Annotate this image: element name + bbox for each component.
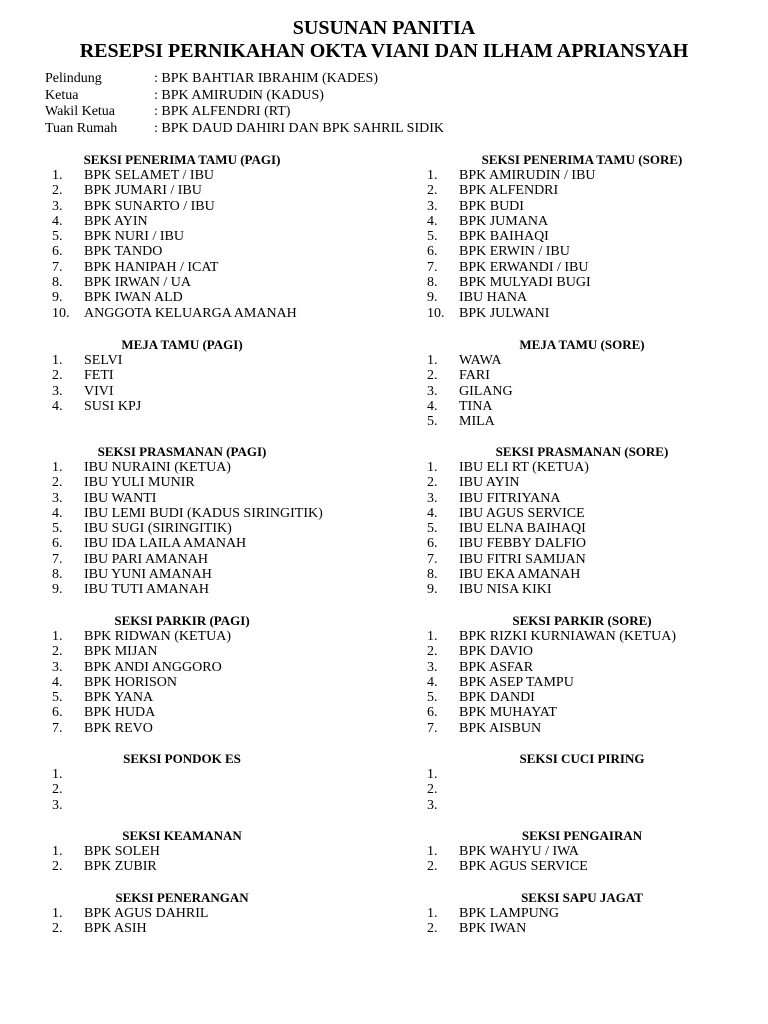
item-name: BPK AGUS SERVICE — [459, 859, 588, 875]
info-row-wakil-ketua — [45, 104, 444, 121]
list-item — [52, 506, 392, 521]
list-item — [52, 859, 392, 874]
list-item — [427, 921, 735, 936]
item-name: BPK ERWIN / IBU — [459, 244, 570, 260]
list-item — [52, 306, 392, 321]
item-number: 1. — [427, 767, 438, 782]
item-name: IBU HANA — [459, 290, 528, 306]
item-number: 3. — [427, 490, 438, 506]
list-item — [427, 260, 735, 275]
item-name: BPK BAIHAQI — [459, 229, 549, 245]
item-name: IBU WANTI — [84, 490, 157, 506]
item-name: BPK SUNARTO / IBU — [84, 198, 215, 214]
item-number: 4. — [427, 213, 438, 229]
item-name: BPK MUHAYAT — [459, 705, 557, 721]
item-name: IBU AYIN — [459, 475, 520, 491]
list-item — [52, 214, 392, 229]
item-number: 7. — [427, 720, 438, 736]
list-item — [427, 414, 735, 429]
item-number: 3. — [52, 383, 63, 399]
list-item — [52, 690, 392, 705]
list-item — [52, 782, 392, 797]
section-title: SEKSI PRASMANAN (SORE) — [495, 444, 669, 459]
item-name: BPK IRWAN / UA — [84, 275, 191, 291]
item-name: IBU NISA KIKI — [459, 582, 552, 598]
item-name: TINA — [459, 398, 493, 414]
item-name: IBU TUTI AMANAH — [84, 582, 209, 598]
item-name: BPK AYIN — [84, 213, 148, 229]
item-number: 1. — [52, 767, 63, 782]
list-item — [52, 675, 392, 690]
item-number: 2. — [427, 859, 438, 875]
item-name: MILA — [459, 414, 495, 430]
item-number: 3. — [427, 797, 438, 813]
item-number: 7. — [52, 259, 63, 275]
list-item — [427, 384, 735, 399]
section-title: SEKSI PARKIR (PAGI) — [114, 613, 250, 628]
item-name: VIVI — [84, 383, 114, 399]
list-item — [52, 475, 392, 490]
list-item — [427, 536, 735, 551]
section-prasmanan-pagi — [52, 444, 392, 598]
list-item — [52, 353, 392, 368]
section-cuci-piring — [427, 751, 735, 813]
section-parkir-sore — [427, 613, 735, 736]
item-name: BPK BUDI — [459, 198, 524, 214]
info-value: : BPK ALFENDRI (RT) — [154, 104, 291, 119]
item-number: 9. — [427, 290, 438, 306]
list-item — [427, 183, 735, 198]
section-prasmanan-sore — [427, 444, 735, 598]
item-number: 5. — [52, 229, 63, 245]
list-item — [427, 399, 735, 414]
item-name: BPK IWAN — [459, 921, 527, 937]
item-number: 3. — [427, 198, 438, 214]
list-item — [427, 644, 735, 659]
section-penerangan — [52, 890, 392, 937]
item-name: BPK DAVIO — [459, 644, 534, 660]
item-name: FARI — [459, 368, 490, 384]
section-title: SEKSI PENERIMA TAMU (SORE) — [481, 152, 683, 167]
section-title: SEKSI SAPU JAGAT — [521, 890, 643, 905]
item-number: 5. — [427, 229, 438, 245]
item-number: 3. — [52, 659, 63, 675]
item-name: BPK TANDO — [84, 244, 163, 260]
item-name: IBU PARI AMANAH — [84, 551, 208, 567]
item-name: BPK HORISON — [84, 674, 177, 690]
item-name: IBU IDA LAILA AMANAH — [84, 536, 247, 552]
item-number: 10. — [52, 305, 70, 321]
item-name: BPK ALFENDRI — [459, 183, 559, 199]
list-item — [427, 506, 735, 521]
section-keamanan — [52, 828, 392, 875]
document-subtitle: RESEPSI PERNIKAHAN OKTA VIANI DAN ILHAM APRIANSYAH — [79, 40, 689, 62]
list-item — [52, 399, 392, 414]
item-number: 8. — [52, 275, 63, 291]
item-name: BPK YANA — [84, 690, 154, 706]
item-number: 2. — [427, 368, 438, 384]
item-name: BPK JULWANI — [459, 305, 550, 321]
info-value: : BPK BAHTIAR IBRAHIM (KADES) — [154, 71, 379, 86]
item-name: IBU AGUS SERVICE — [459, 505, 585, 521]
item-number: 2. — [52, 368, 63, 384]
item-number: 6. — [427, 536, 438, 552]
list-item — [427, 844, 735, 859]
list-item — [52, 275, 392, 290]
item-name: SUSI KPJ — [84, 398, 142, 414]
list-item — [52, 244, 392, 259]
list-item — [427, 290, 735, 305]
officials-info — [45, 71, 444, 137]
item-name: BPK JUMANA — [459, 213, 549, 229]
item-number: 2. — [52, 921, 63, 937]
item-number: 2. — [52, 644, 63, 660]
list-item — [427, 567, 735, 582]
item-name: IBU SUGI (SIRINGITIK) — [84, 521, 232, 537]
item-number: 3. — [52, 797, 63, 813]
info-label: Wakil Ketua — [45, 104, 116, 119]
list-item — [427, 491, 735, 506]
item-name: BPK AGUS DAHRIL — [84, 906, 209, 921]
list-item — [52, 460, 392, 475]
item-name: IBU FITRI SAMIJAN — [459, 551, 586, 567]
list-item — [427, 767, 735, 782]
item-name: BPK SELAMET / IBU — [84, 168, 215, 183]
item-number: 10. — [427, 305, 445, 321]
info-label: Tuan Rumah — [45, 120, 118, 136]
list-item — [52, 767, 392, 782]
list-item — [52, 844, 392, 859]
item-name: IBU FITRIYANA — [459, 490, 561, 506]
list-item — [427, 306, 735, 321]
item-number: 1. — [427, 629, 438, 644]
section-title: MEJA TAMU (SORE) — [519, 337, 645, 352]
item-name: BPK ASEP TAMPU — [459, 674, 574, 690]
item-name: BPK ZUBIR — [84, 859, 157, 875]
list-item — [52, 536, 392, 551]
item-number: 6. — [52, 244, 63, 260]
list-item — [52, 705, 392, 720]
item-name: BPK HANIPAH / ICAT — [84, 259, 219, 275]
item-name: BPK AISBUN — [459, 720, 542, 736]
list-item — [427, 629, 735, 644]
item-name: IBU ELI RT (KETUA) — [459, 460, 589, 475]
item-name: IBU ELNA BAIHAQI — [459, 521, 586, 537]
item-name: BPK MIJAN — [84, 644, 158, 660]
item-name: WAWA — [459, 353, 502, 368]
list-item — [427, 690, 735, 705]
item-number: 2. — [52, 782, 63, 798]
section-pengairan — [427, 828, 735, 875]
item-number: 2. — [427, 475, 438, 491]
item-number: 7. — [52, 551, 63, 567]
list-item — [427, 353, 735, 368]
document-title: SUSUNAN PANITIA — [292, 17, 476, 39]
section-penerima-tamu-pagi — [52, 152, 392, 321]
list-item — [52, 567, 392, 582]
item-number: 1. — [52, 844, 63, 859]
list-item — [427, 475, 735, 490]
list-item — [427, 275, 735, 290]
item-name: BPK RIDWAN (KETUA) — [84, 629, 231, 644]
item-number: 6. — [427, 244, 438, 260]
item-name: IBU NURAINI (KETUA) — [84, 460, 231, 475]
info-row-tuan-rumah — [45, 121, 444, 138]
item-number: 4. — [52, 213, 63, 229]
list-item — [427, 705, 735, 720]
item-number: 9. — [52, 290, 63, 306]
list-item — [427, 244, 735, 259]
item-number: 5. — [427, 414, 438, 430]
list-item — [52, 921, 392, 936]
section-title: MEJA TAMU (PAGI) — [121, 337, 243, 352]
item-number: 2. — [427, 782, 438, 798]
item-number: 4. — [52, 398, 63, 414]
list-item — [52, 798, 392, 813]
section-title: SEKSI PRASMANAN (PAGI) — [97, 444, 267, 459]
item-number: 1. — [427, 168, 438, 183]
item-number: 4. — [52, 674, 63, 690]
item-name: BPK MULYADI BUGI — [459, 275, 591, 291]
section-title: SEKSI PONDOK ES — [123, 751, 241, 766]
list-item — [427, 168, 735, 183]
info-row-pelindung — [45, 71, 444, 88]
item-name: BPK ANDI ANGGORO — [84, 659, 222, 675]
item-number: 1. — [427, 460, 438, 475]
item-name: BPK ASIH — [84, 921, 147, 937]
list-item — [52, 721, 392, 736]
list-item — [427, 660, 735, 675]
info-value: : BPK AMIRUDIN (KADUS) — [154, 87, 324, 103]
item-number: 1. — [52, 906, 63, 921]
list-item — [427, 582, 735, 597]
info-label: Pelindung — [45, 71, 102, 86]
item-number: 8. — [52, 567, 63, 583]
list-item — [427, 675, 735, 690]
list-item — [52, 199, 392, 214]
item-number: 2. — [52, 475, 63, 491]
list-item — [52, 552, 392, 567]
section-title: SEKSI PARKIR (SORE) — [512, 613, 652, 628]
item-number: 4. — [427, 398, 438, 414]
list-item — [427, 859, 735, 874]
section-parkir-pagi — [52, 613, 392, 736]
item-number: 7. — [427, 259, 438, 275]
item-name: BPK AMIRUDIN / IBU — [459, 168, 596, 183]
item-name: BPK RIZKI KURNIAWAN (KETUA) — [459, 629, 677, 644]
section-meja-tamu-pagi — [52, 337, 392, 414]
list-item — [427, 798, 735, 813]
item-name: BPK DANDI — [459, 690, 535, 706]
item-number: 9. — [52, 582, 63, 598]
list-item — [427, 721, 735, 736]
item-number: 5. — [427, 690, 438, 706]
list-item — [427, 368, 735, 383]
item-number: 2. — [427, 921, 438, 937]
list-item — [52, 384, 392, 399]
list-item — [52, 183, 392, 198]
item-name: BPK ERWANDI / IBU — [459, 259, 589, 275]
item-name: BPK NURI / IBU — [84, 229, 184, 245]
section-title: SEKSI PENERIMA TAMU (PAGI) — [83, 152, 281, 167]
list-item — [52, 290, 392, 305]
item-name: BPK IWAN ALD — [84, 290, 183, 306]
item-number: 4. — [427, 505, 438, 521]
item-name: IBU EKA AMANAH — [459, 567, 581, 583]
list-item — [427, 229, 735, 244]
section-title: SEKSI KEAMANAN — [122, 828, 242, 843]
list-item — [427, 552, 735, 567]
list-item — [427, 521, 735, 536]
item-name: BPK ASFAR — [459, 659, 534, 675]
item-number: 1. — [427, 353, 438, 368]
item-number: 9. — [427, 582, 438, 598]
item-number: 6. — [427, 705, 438, 721]
item-number: 3. — [52, 490, 63, 506]
item-number: 3. — [52, 198, 63, 214]
item-number: 2. — [427, 183, 438, 199]
item-number: 7. — [52, 720, 63, 736]
item-name: IBU LEMI BUDI (KADUS SIRINGITIK) — [84, 505, 323, 521]
item-number: 8. — [427, 275, 438, 291]
section-title: SEKSI PENGAIRAN — [521, 828, 643, 843]
item-number: 4. — [427, 674, 438, 690]
item-number: 5. — [52, 690, 63, 706]
item-name: BPK REVO — [84, 720, 153, 736]
item-name: GILANG — [459, 383, 513, 399]
section-title: SEKSI PENERANGAN — [115, 890, 249, 905]
item-number: 5. — [52, 521, 63, 537]
list-item — [427, 782, 735, 797]
list-item — [52, 368, 392, 383]
list-item — [52, 260, 392, 275]
item-name: BPK LAMPUNG — [459, 906, 559, 921]
info-row-ketua — [45, 88, 444, 105]
item-number: 2. — [52, 859, 63, 875]
item-number: 2. — [427, 644, 438, 660]
list-item — [52, 660, 392, 675]
info-value: : BPK DAUD DAHIRI DAN BPK SAHRIL SIDIK — [154, 120, 444, 136]
item-name: BPK HUDA — [84, 705, 156, 721]
section-sapu-jagat — [427, 890, 735, 937]
item-name: IBU YUNI AMANAH — [84, 567, 212, 583]
list-item — [52, 521, 392, 536]
item-number: 3. — [427, 383, 438, 399]
item-number: 3. — [427, 659, 438, 675]
item-number: 6. — [52, 536, 63, 552]
item-name: SELVI — [84, 353, 123, 368]
info-label: Ketua — [45, 87, 79, 103]
list-item — [52, 906, 392, 921]
item-name: BPK SOLEH — [84, 844, 160, 859]
item-number: 1. — [427, 906, 438, 921]
item-name: ANGGOTA KELUARGA AMANAH — [84, 305, 297, 321]
item-name: IBU FEBBY DALFIO — [459, 536, 587, 552]
item-number: 1. — [52, 629, 63, 644]
list-item — [52, 168, 392, 183]
list-item — [427, 460, 735, 475]
item-number: 1. — [52, 353, 63, 368]
list-item — [427, 199, 735, 214]
section-title: SEKSI CUCI PIRING — [519, 751, 645, 766]
item-number: 4. — [52, 505, 63, 521]
item-name: BPK WAHYU / IWA — [459, 844, 579, 859]
list-item — [52, 229, 392, 244]
section-penerima-tamu-sore — [427, 152, 735, 321]
item-number: 1. — [52, 460, 63, 475]
list-item — [52, 491, 392, 506]
section-meja-tamu-sore — [427, 337, 735, 429]
list-item — [52, 582, 392, 597]
list-item — [427, 906, 735, 921]
item-number: 1. — [52, 168, 63, 183]
list-item — [52, 644, 392, 659]
item-number: 1. — [427, 844, 438, 859]
list-item — [427, 214, 735, 229]
item-name: BPK JUMARI / IBU — [84, 183, 202, 199]
list-item — [52, 629, 392, 644]
item-number: 8. — [427, 567, 438, 583]
item-number: 6. — [52, 705, 63, 721]
item-name: FETI — [84, 368, 114, 384]
item-number: 5. — [427, 521, 438, 537]
item-number: 2. — [52, 183, 63, 199]
item-number: 7. — [427, 551, 438, 567]
item-name: IBU YULI MUNIR — [84, 475, 195, 491]
section-pondok-es — [52, 751, 392, 813]
